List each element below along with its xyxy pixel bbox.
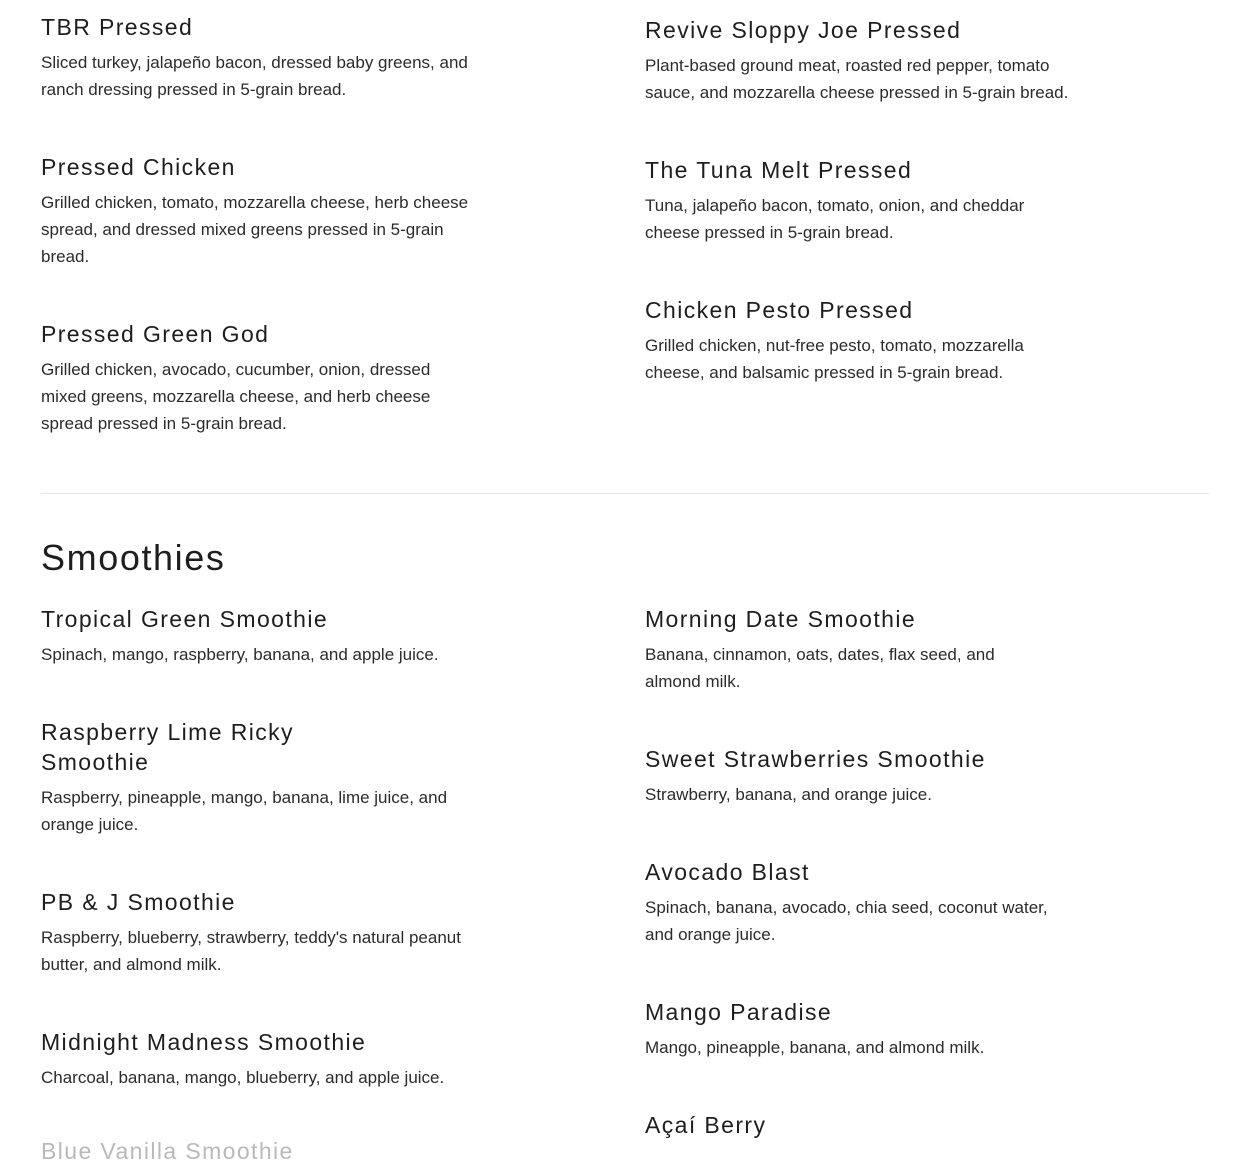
menu-item-mango-paradise <box>645 997 1085 1061</box>
menu-item-pb-j-smoothie <box>41 887 471 978</box>
section-title-smoothies: Smoothies <box>41 537 226 578</box>
menu-item-title: Açaí Berry <box>645 1112 767 1138</box>
menu-item-tuna-melt-pressed <box>645 155 1075 246</box>
menu-item-title: PB & J Smoothie <box>41 889 236 915</box>
menu-item-description: Raspberry, blueberry, strawberry, teddy's natural peanut butter, and almond milk. <box>41 928 461 974</box>
menu-item-description: Spinach, banana, avocado, chia seed, coconut water, and orange juice. <box>645 898 1048 944</box>
menu-item-title: Raspberry Lime Ricky Smoothie <box>41 719 294 775</box>
menu-item-description: Raspberry, pineapple, mango, banana, lime juice, and orange juice. <box>41 788 448 834</box>
menu-item-morning-date-smoothie <box>645 604 1015 695</box>
menu-item-description: Spinach, mango, raspberry, banana, and apple juice. <box>41 645 439 664</box>
menu-item-description: Grilled chicken, tomato, mozzarella cheese, herb cheese spread, and dressed mixed greens pressed in 5-grain bread. <box>41 193 469 266</box>
menu-item-description: Charcoal, banana, mango, blueberry, and apple juice. <box>41 1068 445 1087</box>
menu-item-pressed-chicken <box>41 152 471 270</box>
menu-item-title: Pressed Green God <box>41 321 270 347</box>
menu-item-description: Grilled chicken, avocado, cucumber, onion, dressed mixed greens, mozzarella cheese, and herb cheese spread pressed in 5-grain bread. <box>41 360 431 433</box>
menu-item-title: Chicken Pesto Pressed <box>645 297 914 323</box>
menu-item-revive-sloppy-joe-pressed <box>645 15 1075 106</box>
menu-item-description: Plant-based ground meat, roasted red pepper, tomato sauce, and mozzarella cheese pressed in 5-grain bread. <box>645 56 1069 102</box>
menu-item-title: The Tuna Melt Pressed <box>645 157 913 183</box>
menu-item-title: Pressed Chicken <box>41 154 236 180</box>
menu-item-description: Sliced turkey, jalapeño bacon, dressed baby greens, and ranch dressing pressed in 5-grain bread. <box>41 53 468 99</box>
menu-item-title-cut-off: Blue Vanilla Smoothie <box>41 1138 294 1164</box>
menu-item-title: Mango Paradise <box>645 999 833 1025</box>
menu-item-chicken-pesto-pressed <box>645 295 1075 386</box>
menu-item-description: Strawberry, banana, and orange juice. <box>645 785 932 804</box>
menu-item-acai-berry <box>645 1110 1075 1140</box>
section-divider <box>41 493 1209 494</box>
menu-item-description: Tuna, jalapeño bacon, tomato, onion, and cheddar cheese pressed in 5-grain bread. <box>645 196 1025 242</box>
menu-item-avocado-blast <box>645 857 1065 948</box>
menu-item-description: Mango, pineapple, banana, and almond milk. <box>645 1038 985 1057</box>
menu-item-tbr-pressed <box>41 12 471 103</box>
menu-item-title: Tropical Green Smoothie <box>41 606 329 632</box>
menu-item-title: Morning Date Smoothie <box>645 606 917 632</box>
menu-item-pressed-green-god <box>41 319 471 437</box>
menu-item-description: Grilled chicken, nut-free pesto, tomato, mozzarella cheese, and balsamic pressed in 5-grain bread. <box>645 336 1024 382</box>
menu-item-title: Midnight Madness Smoothie <box>41 1029 367 1055</box>
menu-item-midnight-madness-smoothie <box>41 1027 481 1091</box>
menu-item-tropical-green-smoothie <box>41 604 471 668</box>
menu-item-title: Sweet Strawberries Smoothie <box>645 746 986 772</box>
menu-item-raspberry-lime-ricky-smoothie <box>41 717 448 838</box>
menu-item-title: TBR Pressed <box>41 14 194 40</box>
menu-item-sweet-strawberries-smoothie <box>645 744 1085 808</box>
menu-item-description: Banana, cinnamon, oats, dates, flax seed, and almond milk. <box>645 645 995 691</box>
menu-item-title: Revive Sloppy Joe Pressed <box>645 17 962 43</box>
menu-item-title: Avocado Blast <box>645 859 810 885</box>
